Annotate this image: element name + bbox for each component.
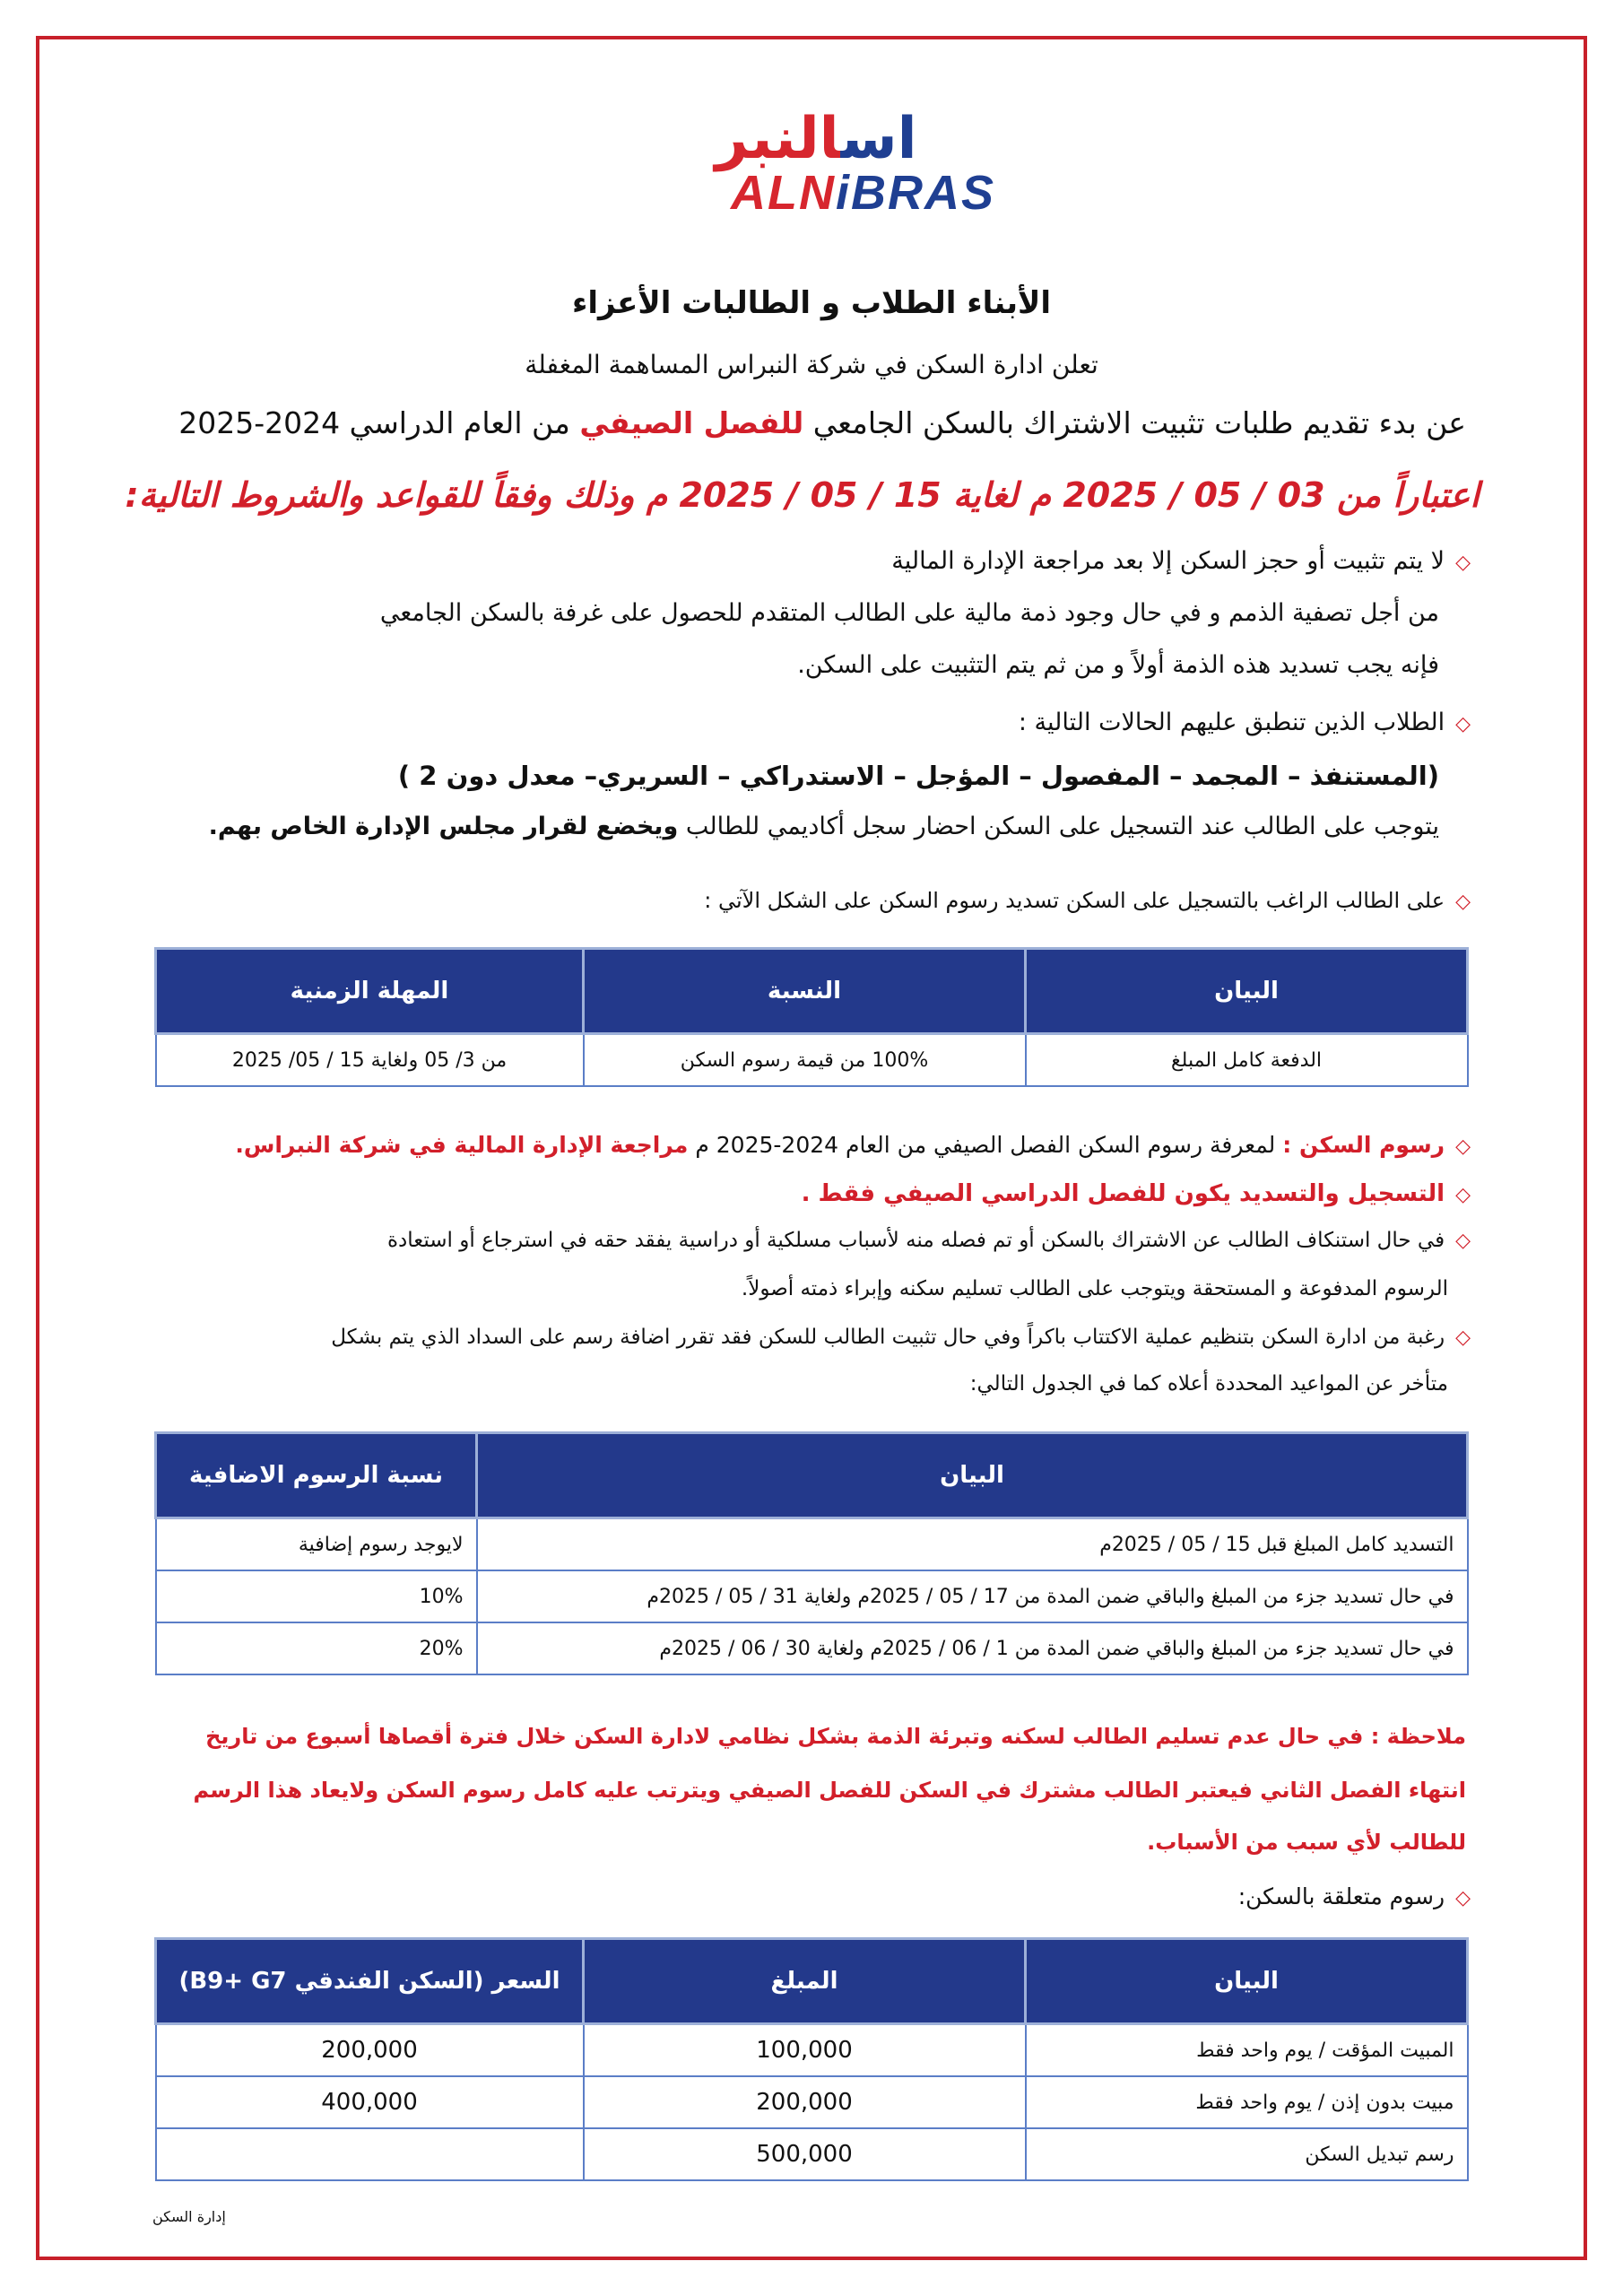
diamond-bullet-icon: ◇ — [1455, 1184, 1471, 1206]
rule-2: ◇الطلاب الذين تنطبق عليهم الحالات التالية : — [1018, 709, 1471, 736]
table-cell: 100,000 — [584, 2024, 1026, 2077]
remark-line-2: انتهاء الفصل الثاني فيعتبر الطالب مشترك في السكن للفصل الصيفي ويترتب عليه كامل رسوم السكن ولايعاد هذا الرسم — [193, 1778, 1466, 1803]
fees-label: ◇رسوم متعلقة بالسكن: — [1237, 1883, 1471, 1909]
rule-2-cases: (المستنفذ – المجمد – المفصول – المؤجل – الاستدراكي – السريري– معدل دون 2 ) — [397, 761, 1439, 791]
remark-line-3: للطالب لأي سبب من الأسباب. — [1147, 1830, 1466, 1855]
diamond-bullet-icon: ◇ — [1455, 891, 1471, 913]
logo-arabic: اسالنبر — [715, 106, 917, 172]
table-row — [156, 1570, 1468, 1622]
housing-fees-table — [154, 1937, 1469, 2181]
table-cell: 200,000 — [584, 2076, 1026, 2128]
intro-line-1: تعلن ادارة السكن في شركة النبراس المساهمة المغفلة — [525, 350, 1098, 379]
table-cell: 400,000 — [156, 2076, 584, 2128]
table-cell: 200,000 — [156, 2024, 584, 2077]
rule-2-detail: يتوجب على الطالب عند التسجيل على السكن احضار سجل أكاديمي للطالب ويخضع لقرار مجلس الإدارة الخاص بهم. — [208, 813, 1439, 840]
table-header: البيان — [1026, 949, 1468, 1034]
table-cell: لايوجد رسوم إضافية — [156, 1518, 477, 1571]
table-row — [156, 2024, 1468, 2077]
table-row — [156, 1622, 1468, 1674]
table-cell: 500,000 — [584, 2128, 1026, 2180]
diamond-bullet-icon: ◇ — [1455, 1326, 1471, 1349]
late-fees-table — [154, 1431, 1469, 1675]
note-2: ◇التسجيل والتسديد يكون للفصل الدراسي الصيفي فقط . — [801, 1180, 1471, 1207]
table-header: المهلة الزمنية — [156, 949, 584, 1034]
table-cell: مبيت بدون إذن / يوم واحد فقط — [1026, 2076, 1468, 2128]
logo-english: ALNiBRAS — [731, 166, 995, 220]
note-4: ◇رغبة من ادارة السكن بتنظيم عملية الاكتتاب باكراً وفي حال تثبيت الطالب للسكن فقد تقرر اضافة رسم على السداد الذي يتم بشكل — [331, 1326, 1471, 1349]
table-header: السعر (السكن الفندقي B9+ G7) — [156, 1939, 584, 2024]
table-cell: المبيت المؤقت / يوم واحد فقط — [1026, 2024, 1468, 2077]
table-cell: من 3/ 05 ولغاية 15 / 05/ 2025 — [156, 1034, 584, 1087]
table-cell: رسم تبديل السكن — [1026, 2128, 1468, 2180]
table-row — [156, 1034, 1468, 1087]
rule-1: ◇لا يتم تثبيت أو حجز السكن إلا بعد مراجعة الإدارة المالية — [891, 547, 1471, 575]
alnibras-logo — [664, 106, 995, 220]
table-header: البيان — [477, 1433, 1468, 1518]
table-header: نسبة الرسوم الاضافية — [156, 1433, 477, 1518]
note-1: ◇رسوم السكن : لمعرفة رسوم السكن الفصل الصيفي من العام 2024-2025 م مراجعة الإدارة المالية في شركة النبراس. — [235, 1132, 1471, 1158]
table-header: المبلغ — [584, 1939, 1026, 2024]
date-range-line: اعتباراً من 03 / 05 / 2025 م لغاية 15 / 05 / 2025 م وذلك وفقاً للقواعد والشروط التالية: — [125, 475, 1480, 515]
table-cell: 100% من قيمة رسوم السكن — [584, 1034, 1026, 1087]
table-cell: 10% — [156, 1570, 477, 1622]
diamond-bullet-icon: ◇ — [1455, 1887, 1471, 1909]
remark-line-1: ملاحظة : في حال عدم تسليم الطالب لسكنه وتبرئة الذمة بشكل نظامي لادارة السكن خلال فترة أقصاها أسبوع من تاريخ — [205, 1724, 1466, 1749]
rule-1-detail: من أجل تصفية الذمم و في حال وجود ذمة مالية على الطالب المتقدم للحصول على غرفة بالسكن الجامعي — [379, 599, 1439, 627]
table-cell: التسديد كامل المبلغ قبل 15 / 05 / 2025م — [477, 1518, 1468, 1571]
footer-signature: إدارة السكن — [152, 2208, 226, 2225]
table-header: البيان — [1026, 1939, 1468, 2024]
table-header: النسبة — [584, 949, 1026, 1034]
table-row — [156, 2128, 1468, 2180]
table-cell: في حال تسديد جزء من المبلغ والباقي ضمن المدة من 17 / 05 / 2025م ولغاية 31 / 05 / 2025م — [477, 1570, 1468, 1622]
payment-table — [154, 947, 1469, 1087]
table-cell: الدفعة كامل المبلغ — [1026, 1034, 1468, 1087]
table-cell: 20% — [156, 1622, 477, 1674]
table-row — [156, 1518, 1468, 1571]
table-cell — [156, 2128, 584, 2180]
page-title: الأبناء الطلاب و الطالبات الأعزاء — [571, 285, 1052, 321]
intro-line-2: عن بدء تقديم طلبات تثبيت الاشتراك بالسكن الجامعي للفصل الصيفي من العام الدراسي 2024-2025 — [178, 405, 1466, 440]
rule-1-detail-2: فإنه يجب تسديد هذه الذمة أولاً و من ثم يتم التثبيت على السكن. — [797, 651, 1439, 679]
table-cell: في حال تسديد جزء من المبلغ والباقي ضمن المدة من 1 / 06 / 2025م ولغاية 30 / 06 / 2025م — [477, 1622, 1468, 1674]
note-3: ◇في حال استنكاف الطالب عن الاشتراك بالسكن أو تم فصله منه لأسباب مسلكية أو دراسية يفقد حقه في استرجاع أو استعادة — [386, 1229, 1471, 1252]
diamond-bullet-icon: ◇ — [1455, 713, 1471, 735]
diamond-bullet-icon: ◇ — [1455, 552, 1471, 574]
note-3-detail: الرسوم المدفوعة و المستحقة ويتوجب على الطالب تسليم سكنه وإبراء ذمته أصولاً. — [741, 1277, 1448, 1300]
table-row — [156, 2076, 1468, 2128]
diamond-bullet-icon: ◇ — [1455, 1135, 1471, 1158]
note-4-detail: متأخر عن المواعيد المحددة أعلاه كما في الجدول التالي: — [969, 1372, 1448, 1396]
rule-3: ◇على الطالب الراغب بالتسجيل على السكن تسديد رسوم السكن على الشكل الآتي : — [704, 888, 1471, 913]
diamond-bullet-icon: ◇ — [1455, 1230, 1471, 1252]
